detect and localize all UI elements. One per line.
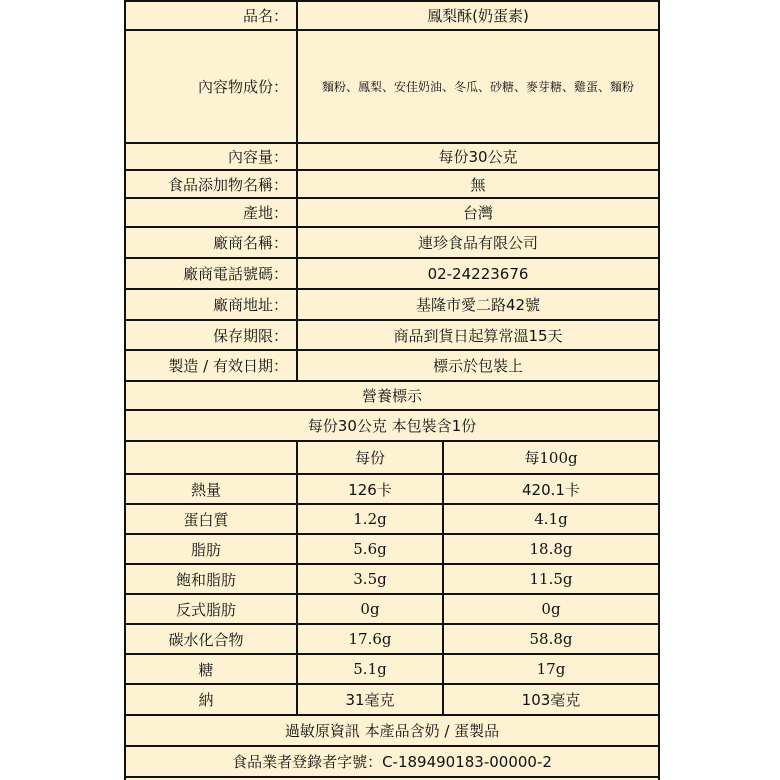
address-row [126, 290, 658, 321]
address-label: 廠商地址： [126, 290, 298, 319]
nutrition-row [126, 595, 658, 625]
additives-row [126, 171, 658, 199]
net-content-label: 內容量： [126, 144, 298, 169]
nutrition-row [126, 505, 658, 535]
nutrient-per-100g: 11.5g [529, 570, 573, 588]
nutrient-per-serving: 5.1g [298, 655, 444, 683]
product-name-row [126, 2, 658, 31]
nutrient-per-100g: 17g [536, 660, 566, 678]
nutrient-per-serving: 17.6g [298, 625, 444, 653]
nutrient-name: 碳水化合物 [126, 625, 298, 653]
phone-row [126, 259, 658, 290]
nutrient-per-serving: 126卡 [298, 475, 444, 503]
nutrient-name: 蛋白質 [126, 505, 298, 533]
nutrient-per-100g: 420.1卡 [522, 480, 580, 499]
net-content-value: 每份30公克 [438, 148, 518, 166]
nutrition-header-per-serving: 每份 [298, 442, 444, 473]
maker-label: 廠商名稱： [126, 228, 298, 257]
nutrient-name: 糖 [126, 655, 298, 683]
shelf-life-row [126, 321, 658, 351]
nutrition-row [126, 535, 658, 565]
product-name-label: 品名： [126, 2, 298, 29]
additives-value: 無 [470, 175, 486, 194]
date-row [126, 351, 658, 382]
shelf-life-label: 保存期限： [126, 321, 298, 349]
nutrition-header-item [126, 442, 298, 473]
date-label: 製造 / 有效日期： [126, 351, 298, 380]
nutrient-per-100g: 0g [541, 600, 561, 618]
nutrient-per-100g: 4.1g [534, 510, 568, 528]
nutrition-row [126, 625, 658, 655]
maker-value: 連珍食品有限公司 [417, 234, 538, 252]
nutrient-name: 飽和脂肪 [126, 565, 298, 593]
nutrient-name: 熱量 [126, 475, 298, 503]
maker-row [126, 228, 658, 259]
serving-row [126, 411, 658, 442]
nutrient-per-100g: 103毫克 [521, 691, 581, 709]
origin-value: 台灣 [462, 204, 493, 222]
nutrient-name: 反式脂肪 [126, 595, 298, 623]
nutrient-per-100g: 58.8g [529, 630, 573, 648]
nutrition-header-per-100g: 每100g [524, 449, 578, 467]
nutrient-name: 納 [126, 685, 298, 714]
nutrition-row [126, 475, 658, 505]
origin-label: 產地： [126, 199, 298, 226]
allergen-row [126, 716, 658, 747]
nutrition-row [126, 655, 658, 685]
phone-value: 02-24223676 [427, 264, 529, 283]
date-value: 標示於包裝上 [432, 357, 523, 375]
nutrient-per-100g: 18.8g [529, 540, 573, 558]
phone-label: 廠商電話號碼： [126, 259, 298, 288]
allergen-info: 過敏原資訊 本產品含奶 / 蛋製品 [284, 722, 500, 740]
nutrition-header-row [126, 442, 658, 475]
origin-row [126, 199, 658, 228]
product-info-table [124, 0, 660, 780]
nutrient-per-serving: 1.2g [298, 505, 444, 533]
serving-info: 每份30公克 本包裝含1份 [307, 417, 477, 435]
nutrition-title-row [126, 382, 658, 411]
ingredients-label: 內容物成份： [126, 31, 298, 142]
ingredients-value-cell [298, 31, 658, 142]
product-name-value: 鳳梨酥(奶蛋素) [427, 7, 529, 25]
address-value: 基隆市愛二路42號 [415, 296, 541, 314]
net-content-row [126, 144, 658, 171]
shelf-life-value: 商品到貨日起算常溫15天 [393, 326, 563, 345]
ingredients-row [126, 31, 658, 144]
ingredients-value: 麵粉、鳳梨、安佳奶油、冬瓜、砂糖、麥芽糖、雞蛋、麵粉 [321, 79, 634, 94]
registration-row [126, 747, 658, 778]
nutrient-per-serving: 5.6g [298, 535, 444, 563]
nutrition-row [126, 565, 658, 595]
registration-number: 食品業者登錄者字號：C-189490183-00000-2 [232, 753, 552, 771]
additives-label: 食品添加物名稱： [126, 171, 298, 197]
nutrition-title: 營養標示 [361, 387, 422, 405]
nutrient-per-serving: 0g [298, 595, 444, 623]
nutrient-per-serving: 31毫克 [298, 685, 444, 714]
nutrient-per-serving: 3.5g [298, 565, 444, 593]
nutrition-row [126, 685, 658, 716]
nutrient-name: 脂肪 [126, 535, 298, 563]
